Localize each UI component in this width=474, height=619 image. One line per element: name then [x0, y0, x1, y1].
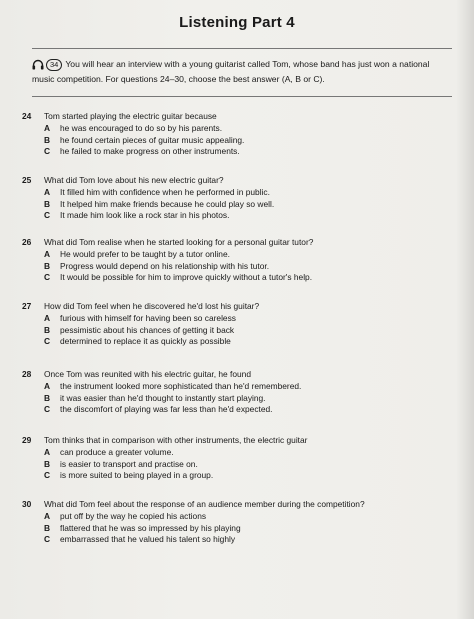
- option-c[interactable]: [22, 146, 452, 158]
- question-number: 29: [22, 435, 32, 445]
- option-text: pessimistic about his chances of getting it back: [60, 324, 235, 335]
- option-a[interactable]: [22, 313, 452, 325]
- option-text: He would prefer to be taught by a tutor online.: [60, 249, 230, 259]
- option-text: can produce a greater volume.: [60, 447, 174, 457]
- option-text: embarrassed that he valued his talent so highly: [60, 534, 236, 544]
- question-number: 27: [22, 301, 32, 311]
- question-number: 26: [22, 237, 32, 247]
- option-letter: B: [44, 458, 51, 469]
- option-letter: A: [44, 511, 51, 521]
- option-a[interactable]: [22, 123, 452, 135]
- option-a[interactable]: [22, 249, 452, 261]
- option-letter: A: [44, 381, 51, 391]
- option-text: he failed to make progress on other instruments.: [60, 146, 240, 156]
- option-letter: C: [44, 534, 51, 544]
- option-text: it was easier than he'd thought to instantly start playing.: [60, 392, 266, 403]
- option-text: flattered that he was so impressed by his playing: [60, 522, 241, 533]
- question-number: 24: [22, 111, 32, 121]
- top-divider: [32, 48, 452, 49]
- question-text: What did Tom realise when he started looking for a personal guitar tutor?: [44, 237, 314, 247]
- option-letter: B: [44, 260, 51, 271]
- option-letter: B: [44, 392, 51, 403]
- option-text: the instrument looked more sophisticated than he'd remembered.: [60, 381, 302, 391]
- option-text: determined to replace it as quickly as possible: [60, 336, 231, 346]
- option-letter: B: [44, 522, 51, 533]
- track-number-badge: 34: [46, 59, 62, 71]
- question-text: Tom thinks that in comparison with other instruments, the electric guitar: [44, 435, 308, 445]
- option-letter: C: [44, 404, 51, 414]
- option-text: put off by the way he copied his actions: [60, 511, 207, 521]
- option-a[interactable]: [22, 447, 452, 459]
- option-c[interactable]: [22, 336, 452, 348]
- option-letter: A: [44, 187, 51, 197]
- question-text: Tom started playing the electric guitar because: [44, 111, 217, 121]
- question-27: [22, 300, 452, 348]
- option-letter: C: [44, 470, 51, 480]
- option-letter: C: [44, 336, 51, 346]
- question-number: 25: [22, 175, 32, 185]
- question-26: [22, 236, 452, 284]
- question-number: 28: [22, 369, 32, 379]
- instructions-text: You will hear an interview with a young guitarist called Tom, whose band has just won a national music competition. For questions 24–30, choose the best answer (A, B or C).: [32, 59, 430, 84]
- bottom-divider: [32, 96, 452, 97]
- question-29: [22, 434, 452, 482]
- option-a[interactable]: [22, 511, 452, 523]
- question-text: Once Tom was reunited with his electric guitar, he found: [44, 369, 252, 379]
- option-letter: A: [44, 447, 51, 457]
- question-28: [22, 368, 452, 416]
- option-b[interactable]: [22, 459, 452, 471]
- option-a[interactable]: [22, 381, 452, 393]
- headphones-icon: [32, 59, 44, 73]
- option-letter: B: [44, 134, 51, 145]
- question-text: How did Tom feel when he discovered he'd lost his guitar?: [44, 301, 260, 311]
- question-24: [22, 110, 452, 158]
- option-text: It filled him with confidence when he performed in public.: [60, 187, 270, 197]
- option-letter: A: [44, 313, 51, 323]
- option-text: It made him look like a rock star in his photos.: [60, 210, 230, 220]
- question-text: What did Tom feel about the response of an audience member during the competition?: [44, 499, 365, 509]
- option-letter: C: [44, 210, 51, 220]
- option-b[interactable]: [22, 393, 452, 405]
- question-number: 30: [22, 499, 32, 509]
- option-text: is more suited to being played in a group.: [60, 470, 214, 480]
- option-text: It helped him make friends because he could play so well.: [60, 198, 275, 209]
- option-letter: A: [44, 123, 51, 133]
- option-b[interactable]: [22, 325, 452, 337]
- option-c[interactable]: [22, 534, 452, 546]
- option-b[interactable]: [22, 199, 452, 211]
- option-text: is easier to transport and practise on.: [60, 458, 198, 469]
- question-30: [22, 498, 452, 546]
- option-b[interactable]: [22, 261, 452, 273]
- option-text: he found certain pieces of guitar music appealing.: [60, 134, 245, 145]
- option-letter: A: [44, 249, 51, 259]
- option-letter: C: [44, 146, 51, 156]
- option-text: furious with himself for having been so careless: [60, 313, 236, 323]
- page-edge-shadow: [456, 0, 474, 619]
- option-c[interactable]: [22, 272, 452, 284]
- option-a[interactable]: [22, 187, 452, 199]
- option-c[interactable]: [22, 210, 452, 222]
- question-text: What did Tom love about his new electric guitar?: [44, 175, 224, 185]
- option-b[interactable]: [22, 523, 452, 535]
- option-text: he was encouraged to do so by his parents.: [60, 123, 223, 133]
- option-letter: B: [44, 324, 51, 335]
- page-title: Listening Part 4: [179, 14, 295, 31]
- option-c[interactable]: [22, 470, 452, 482]
- option-b[interactable]: [22, 135, 452, 147]
- option-text: It would be possible for him to improve quickly without a tutor's help.: [60, 272, 313, 282]
- option-letter: B: [44, 198, 51, 209]
- option-text: Progress would depend on his relationship with his tutor.: [60, 260, 270, 271]
- option-text: the discomfort of playing was far less than he'd expected.: [60, 404, 273, 414]
- question-25: [22, 174, 452, 222]
- option-letter: C: [44, 272, 51, 282]
- instructions: [32, 58, 452, 85]
- option-c[interactable]: [22, 404, 452, 416]
